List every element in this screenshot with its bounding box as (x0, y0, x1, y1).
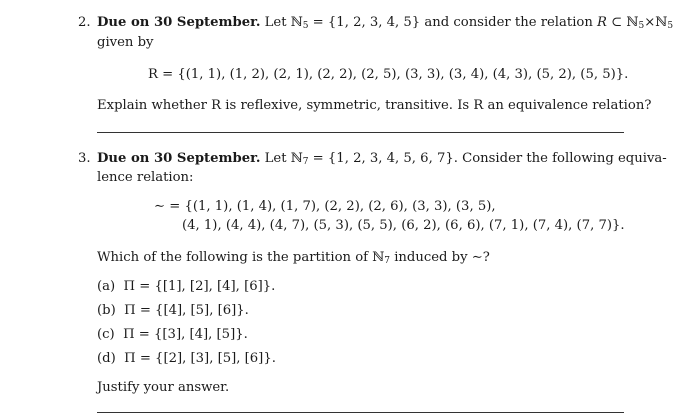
set-symbol: ℕ (372, 250, 385, 265)
separator-rule-bottom (97, 412, 624, 413)
times-symbol: × (644, 15, 656, 30)
option-text: Π = {[2], [3], [5], [6]}. (124, 351, 276, 366)
option-label: (b) (97, 303, 116, 318)
due-date: Due on 30 September. (97, 15, 261, 30)
question-text-end: induced by ∼? (390, 250, 490, 265)
relation-definition: R = {(1, 1), (1, 2), (2, 1), (2, 2), (2, 5), (3, 3), (3, 4), (4, 3), (5, 2), (5, 5)}. (148, 67, 629, 82)
product-set-b-subscript: 5 (667, 21, 674, 31)
set-subscript: 7 (302, 157, 309, 167)
option-label: (a) (97, 279, 116, 294)
set-subscript: 7 (384, 256, 391, 266)
problem-statement (97, 150, 667, 168)
question-text: Which of the following is the partition of (97, 250, 373, 265)
product-set-a-subscript: 5 (638, 21, 645, 31)
option-text: Π = {[4], [5], [6]}. (124, 303, 249, 318)
set-definition: = {1, 2, 3, 4, 5, 6, 7}. Consider the following equiva- (308, 151, 667, 166)
intro-text: Let (260, 151, 291, 166)
option-c (97, 326, 248, 344)
relation-definition-line-1: ∼ = {(1, 1), (1, 4), (1, 7), (2, 2), (2, 6), (3, 3), (3, 5), (154, 199, 496, 214)
option-label: (c) (97, 327, 115, 342)
option-a (97, 278, 275, 296)
problem-number: 2. (78, 15, 91, 30)
set-subscript: 5 (302, 21, 309, 31)
product-set-b: ℕ (655, 15, 668, 30)
option-text: Π = {[3], [4], [5]}. (123, 327, 248, 342)
set-definition: = {1, 2, 3, 4, 5} and consider the relation (308, 15, 598, 30)
intro-text: Let (260, 15, 291, 30)
option-text: Π = {[1], [2], [4], [6]}. (123, 279, 276, 294)
problem-number: 3. (78, 151, 91, 166)
separator-rule (97, 132, 624, 133)
option-b (97, 302, 249, 320)
option-d (97, 350, 276, 368)
relation-definition-line-2: (4, 1), (4, 4), (4, 7), (5, 3), (5, 5), (6, 2), (6, 6), (7, 1), (7, 4), (7, 7)}. (182, 218, 625, 233)
due-date: Due on 30 September. (97, 151, 261, 166)
statement-continuation: lence relation: (97, 170, 194, 185)
problem-question: Explain whether R is reflexive, symmetric, transitive. Is R an equivalence relation? (97, 98, 652, 113)
product-set-a: ℕ (626, 15, 639, 30)
option-label: (d) (97, 351, 116, 366)
set-symbol: ℕ (290, 151, 303, 166)
subset-symbol: ⊂ (606, 15, 627, 30)
statement-continuation: given by (97, 35, 154, 50)
set-symbol: ℕ (290, 15, 303, 30)
relation-name: R (597, 15, 607, 30)
closing-instruction: Justify your answer. (97, 380, 230, 395)
problem-statement (97, 14, 673, 32)
problem-question (97, 249, 490, 267)
